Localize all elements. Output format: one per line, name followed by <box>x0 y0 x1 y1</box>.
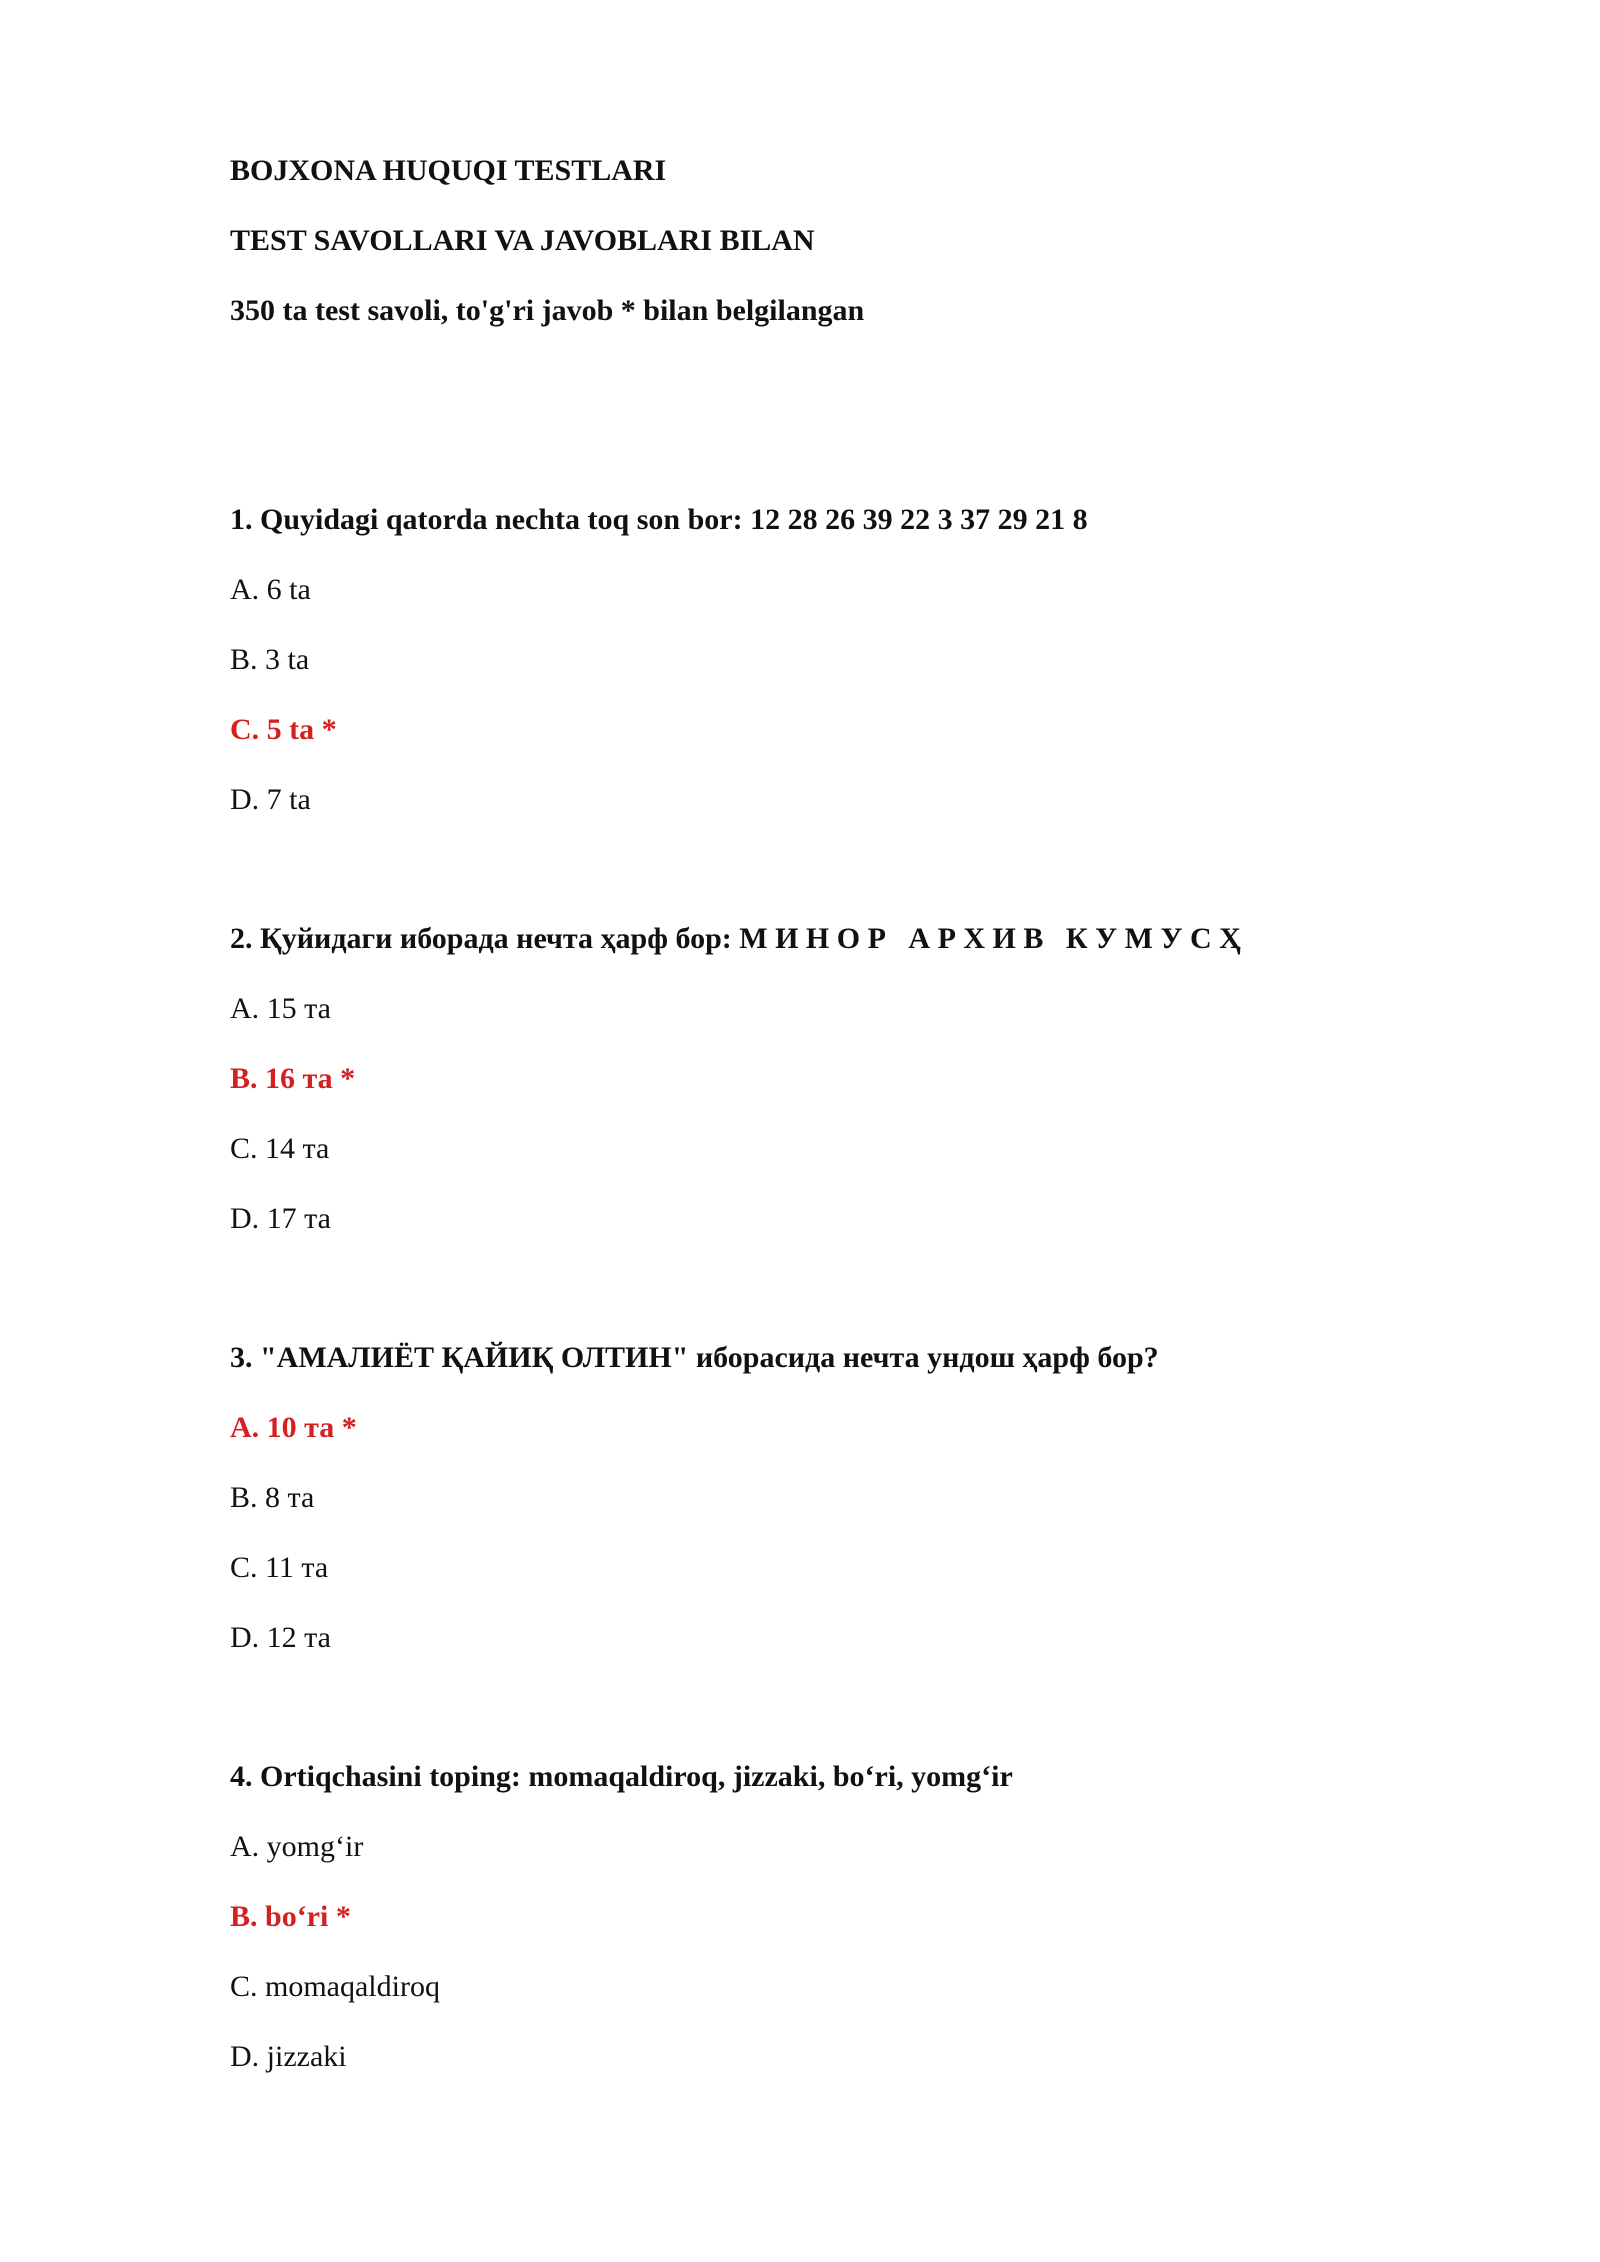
question-4-option-d: D. jizzaki <box>230 2040 347 2073</box>
document-subtitle: TEST SAVOLLARI VA JAVOBLARI BILAN <box>230 224 815 257</box>
question-2-option-d: D. 17 та <box>230 1202 331 1235</box>
question-4-text: 4. Ortiqchasini toping: momaqaldiroq, jizzaki, bo‘ri, yomg‘ir <box>230 1760 1013 1793</box>
question-1-option-a: A. 6 ta <box>230 573 311 606</box>
document-note: 350 ta test savoli, to'g'ri javob * bilan belgilangan <box>230 294 865 327</box>
question-4-option-b-correct: B. bo‘ri * <box>230 1900 351 1933</box>
question-1-option-b: B. 3 ta <box>230 643 310 676</box>
question-4-option-a: A. yomg‘ir <box>230 1830 364 1863</box>
question-2-option-c: C. 14 та <box>230 1132 330 1165</box>
question-1-text: 1. Quyidagi qatorda nechta toq son bor: 12 28 26 39 22 3 37 29 21 8 <box>230 503 1088 536</box>
question-3-option-d: D. 12 та <box>230 1621 331 1654</box>
question-1-option-d: D. 7 ta <box>230 783 311 816</box>
question-1-option-c-correct: C. 5 ta * <box>230 713 337 746</box>
question-4-option-c: C. momaqaldiroq <box>230 1970 440 2003</box>
question-2-text: 2. Қуйидаги иборада нечта ҳарф бор: М И Н О Р А Р Х И В К У М У С Ҳ <box>230 922 1241 955</box>
question-3-option-a-correct: A. 10 та * <box>230 1411 357 1444</box>
question-2-option-b-correct: B. 16 та * <box>230 1062 356 1095</box>
question-2-option-a: A. 15 та <box>230 992 331 1025</box>
question-3-option-c: C. 11 та <box>230 1551 329 1584</box>
question-3-text: 3. "АМАЛИЁТ ҚАЙИҚ ОЛТИН" иборасида нечта ундош ҳарф бор? <box>230 1341 1159 1374</box>
document-title: BOJXONA HUQUQI TESTLARI <box>230 154 667 187</box>
question-3-option-b: B. 8 та <box>230 1481 315 1514</box>
